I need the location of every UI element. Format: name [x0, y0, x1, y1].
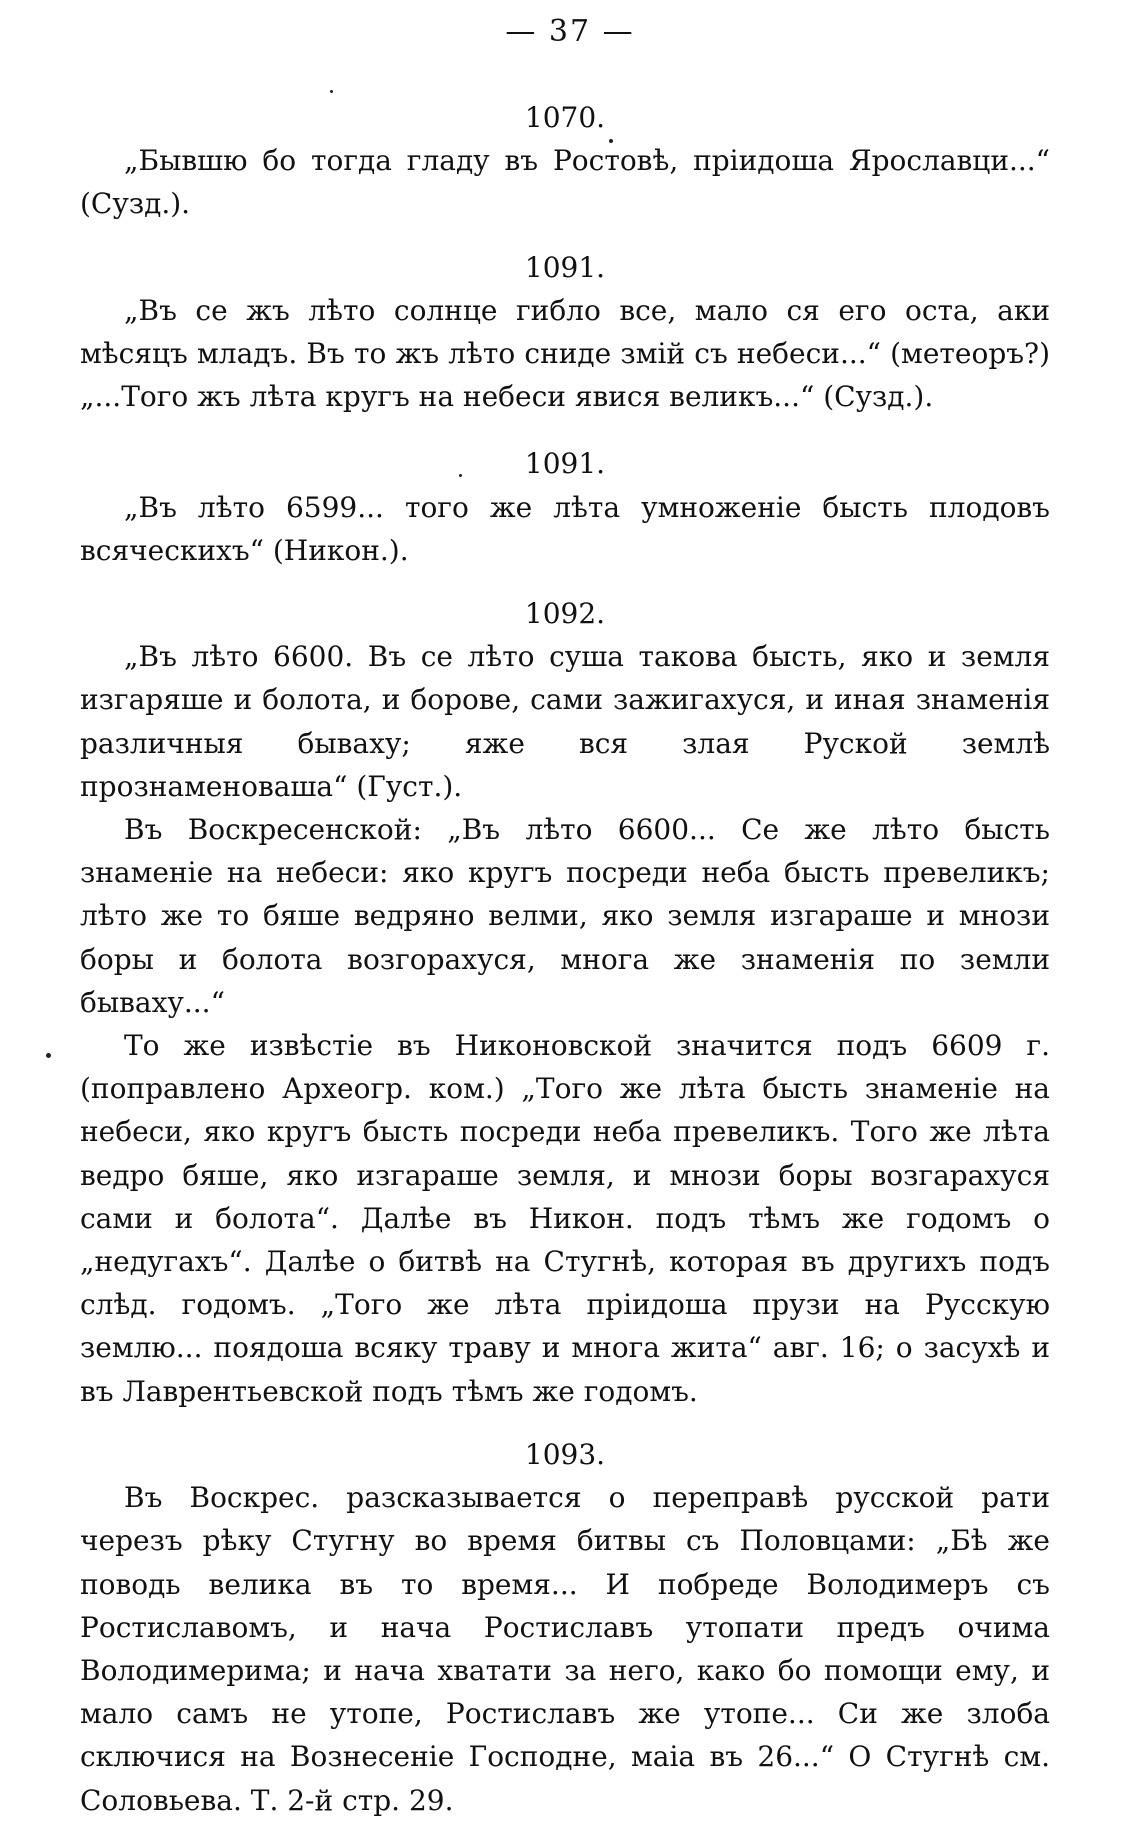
entry-year-1091-a: 1091. [524, 250, 606, 284]
entry-paragraph: „Бывшю бо тогда гладу въ Ростовѣ, пріидоша Ярославци...“ (Сузд.). [80, 144, 1050, 221]
entry-paragraph: То же извѣстіе въ Никоновской значится подъ 6609 г. (поправлено Археогр. ком.) „Того же лѣта бысть знаменіе на небеси, яко кругъ бысть посреди неба превеликъ. Того же лѣта ведро бяше, яко изгараше земля, и мнози боры возгарахуся сами и болота“. Далѣе въ Никон. подъ тѣмъ же годомъ о „недугахъ“. Далѣе о битвѣ на Стугнѣ, которая въ другихъ подъ слѣд. годомъ. „Того же лѣта пріидоша прузи на Русскую землю... поядоша всяку траву и многа жита“ авг. 16; о засухѣ и въ Лаврентьевской подъ тѣмъ же годомъ. [80, 1029, 1050, 1408]
print-speck [46, 1053, 51, 1058]
chronicle-text [80, 96, 1050, 1842]
entry-paragraph: Въ Воскрес. разсказывается о переправѣ русской рати черезъ рѣку Стугну во время битвы съ Половцами: „Бѣ же поводь велика въ то время... И побреде Володимеръ съ Ростиславомъ, и нача Ростиславъ утопати предъ очима Володимерима; и нача хватати за него, како бо помощи ему, и мало самъ не утопе, Ростиславъ же утопе... Си же злоба сключися на Вознесеніе Господне, маіа въ 26...“ О Стугнѣ см. Соловьева. Т. 2-й стр. 29. [80, 1481, 1050, 1817]
entry-year-1093: 1093. [524, 1437, 606, 1471]
entry-paragraph: „Въ лѣто 6600. Въ се лѣто суша такова бысть, яко и земля изгаряше и болота, и борове, сами зажигахуся, и иная знаменія различныя бываху; яже вся злая Руской землѣ прознаменоваша“ (Густ.). [80, 640, 1050, 803]
entry-paragraph: „Въ лѣто 6599... того же лѣта умноженіе бысть плодовъ всяческихъ“ (Никон.). [80, 490, 1050, 567]
entry-year-1091-b: 1091. [524, 447, 606, 481]
entry-paragraph: „Въ се жъ лѣто солнце гибло все, мало ся его оста, аки мѣсяцъ младъ. Въ то жъ лѣто сниде змій съ небеси...“ (метеоръ?) „...Того жъ лѣта кругъ на небеси явися великъ...“ (Сузд.). [80, 293, 1050, 414]
print-speck [459, 474, 462, 477]
entry-paragraph: Въ Воскресенской: „Въ лѣто 6600... Се же лѣто бысть знаменіе на небеси: яко кругъ посреди неба бысть превеликъ; лѣто же то бяше ведряно велми, яко земля изгараше и мнози боры и болота возгорахуся, многа же знаменія по земли бываху...“ [80, 813, 1050, 1019]
page-number: — 37 — [505, 14, 635, 49]
entry-year-1070: 1070. [524, 101, 606, 134]
entry-year-1092: 1092. [524, 597, 606, 631]
print-speck [609, 139, 613, 143]
print-speck [330, 90, 333, 93]
